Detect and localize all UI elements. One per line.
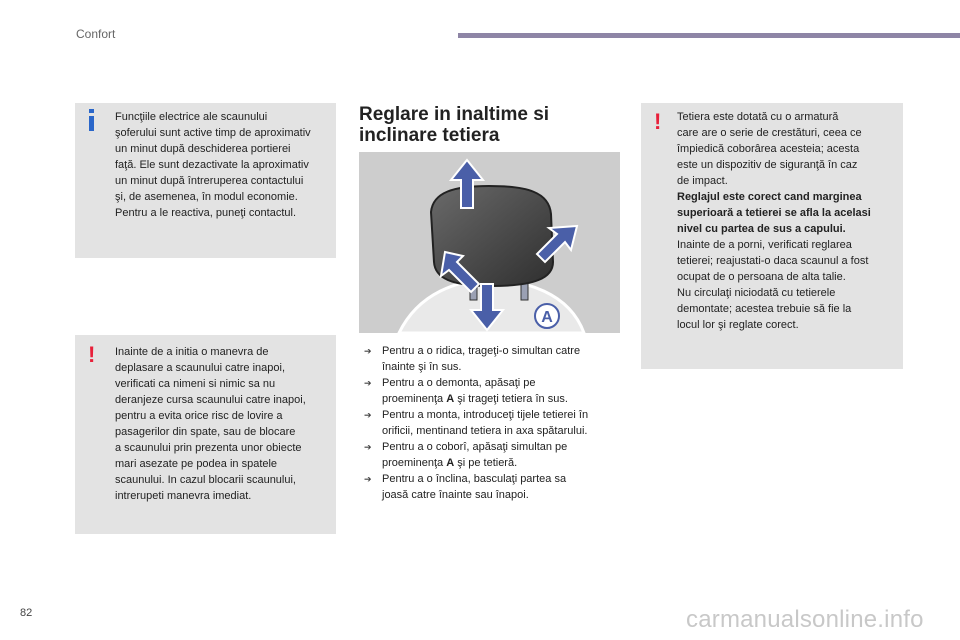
instruction-item: [364, 407, 626, 439]
warning-line: este un dispozitiv de siguranţă în caz: [677, 159, 858, 171]
info-line: un minut după întreruperea contactului: [115, 175, 304, 187]
instruction-line: proeminenţa A şi pe tetieră.: [382, 457, 518, 469]
warning-line: deranjeze cursa scaunului catre inapoi,: [115, 394, 306, 406]
instruction-line: Pentru a o ridica, trageţi-o simultan catre: [382, 345, 581, 357]
warning-line: Inainte de a initia o manevra de: [115, 346, 269, 358]
bullet-arrow-icon: ➔: [364, 410, 372, 420]
warning-line: pasagerilor din spate, sau de blocare: [115, 426, 296, 438]
warning-box-right-text: [677, 109, 901, 333]
instruction-line: înainte şi în sus.: [382, 361, 462, 373]
warning-line: demontate; acestea trebuie să fie la: [677, 303, 852, 315]
info-box-text: [115, 109, 337, 221]
warning-box-left-text: [115, 344, 337, 504]
warning-line: de impact.: [677, 175, 728, 187]
instruction-line: Pentru a o demonta, apăsaţi pe: [382, 377, 536, 389]
info-line: Funcţiile electrice ale scaunului: [115, 111, 268, 123]
info-line: un minut după deschiderea portierei: [115, 143, 291, 155]
instruction-item: [364, 343, 626, 375]
warning-line: intrerupeti manevra imediat.: [115, 490, 252, 502]
instruction-list: [364, 343, 626, 503]
warning-line-bold: Reglajul este corect cand marginea: [677, 191, 862, 203]
section-heading: [359, 104, 619, 146]
instruction-line: Pentru a o coborî, apăsaţi simultan pe: [382, 441, 568, 453]
warning-icon: !: [88, 342, 96, 367]
info-line: Pentru a le reactiva, puneţi contactul.: [115, 207, 296, 219]
warning-line: mari asezate pe podea in spatele: [115, 458, 278, 470]
warning-icon: !: [654, 109, 662, 134]
warning-line: deplasare a scaunului catre inapoi,: [115, 362, 286, 374]
header-accent-bar: [458, 33, 960, 38]
bullet-arrow-icon: ➔: [364, 346, 372, 356]
warning-line: Inainte de a porni, verificati reglarea: [677, 239, 852, 251]
instruction-line: orificii, mentinand tetiera in axa spătarului.: [382, 425, 588, 437]
bullet-arrow-icon: ➔: [364, 474, 372, 484]
warning-line: a scaunului prin prezenta unor obiecte: [115, 442, 302, 454]
warning-line: Nu circulaţi niciodată cu tetierele: [677, 287, 836, 299]
warning-line: împiedică coborârea acesteia; acesta: [677, 143, 860, 155]
warning-line: tetierei; reajustati-o daca scaunul a fost: [677, 255, 869, 267]
watermark[interactable]: carmanualsonline.info: [686, 606, 924, 633]
page-section-title: Confort: [76, 27, 116, 41]
instruction-line: Pentru a monta, introduceţi tijele tetierei în: [382, 409, 589, 421]
instruction-line: joasă catre înainte sau înapoi.: [382, 489, 529, 501]
bullet-arrow-icon: ➔: [364, 378, 372, 388]
info-icon: [87, 109, 97, 131]
label-a-text: A: [541, 309, 553, 326]
info-line: faţă. Ele sunt dezactivate la aproximativ: [115, 159, 309, 171]
instruction-line: Pentru a o înclina, basculaţi partea sa: [382, 473, 567, 485]
warning-line: verificati ca nimeni si nimic sa nu: [115, 378, 276, 390]
warning-line: Tetiera este dotată cu o armatură: [677, 111, 839, 123]
instruction-item: [364, 439, 626, 471]
info-line: şi, de asemenea, în modul economie.: [115, 191, 298, 203]
warning-line: pentru a evita orice risc de lovire a: [115, 410, 283, 422]
instruction-item: [364, 471, 626, 503]
warning-line: scaunului. In cazul blocarii scaunului,: [115, 474, 296, 486]
warning-line: locul lor şi reglate corect.: [677, 319, 799, 331]
instruction-item: [364, 375, 626, 407]
headrest-illustration: [359, 152, 620, 333]
instruction-line: proeminenţa A şi trageţi tetiera în sus.: [382, 393, 568, 405]
bullet-arrow-icon: ➔: [364, 442, 372, 452]
warning-line: ocupat de o persoana de alta talie.: [677, 271, 846, 283]
headrest-svg: [359, 152, 620, 333]
section-heading-line2: inclinare tetiera: [359, 125, 500, 146]
warning-line: care are o serie de crestături, ceea ce: [677, 127, 862, 139]
info-line: şoferului sunt active timp de aproximativ: [115, 127, 311, 139]
warning-line-bold: superioară a tetierei se afla la acelasi: [677, 207, 871, 219]
warning-line-bold: nivel cu partea de sus a capului.: [677, 223, 846, 235]
page-number: 82: [20, 607, 33, 619]
section-heading-line1: Reglare in inaltime si: [359, 104, 550, 125]
